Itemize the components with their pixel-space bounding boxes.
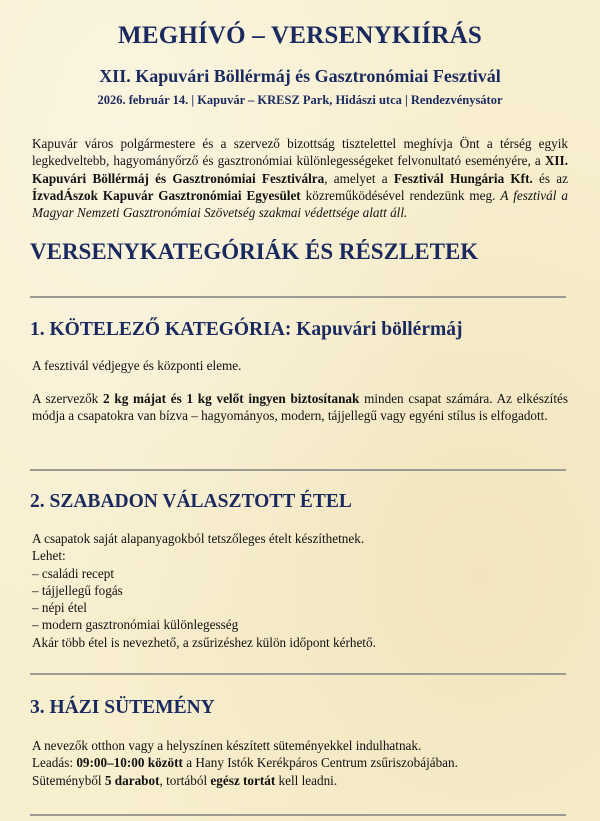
intro-paragraph: Kapuvár város polgármestere és a szervező bizottság tisztelettel meghívja Önt a térség egyik legkedveltebb, hagyományőrző és gasztronómiai különlegességeket felvonultató eseményére, a XII. Kapuvári Böllérmáj és Gasztronómiai Fesztiválra, amelyet a Fesztivál Hungária Kft. és az ÍzvadÁszok Kapuvár Gasztronómiai Egyesület közreműködésével rendezünk meg. A fesztivál a Magyar Nemzeti Gasztronómiai Szövetség szakmai védettsége alatt áll. [32,136,569,221]
category-2-list-item: – tájjellegű fogás [32,582,123,598]
category-2-line: A csapatok saját alapanyagokból tetszőleges ételt készíthetnek. [32,531,365,546]
category-1-heading: 1. KÖTELEZŐ KATEGÓRIA: Kapuvári böllérmáj [30,319,463,340]
page-title: MEGHÍVÓ – VERSENYKIÍRÁS [118,22,482,49]
category-2-heading: 2. SZABADON VÁLASZTOTT ÉTEL [30,491,352,512]
divider [30,469,566,471]
category-2-description [32,530,568,651]
category-2-line: Lehet: [32,548,66,564]
category-2-list-item: – népi étel [32,600,87,616]
category-2-line: Akár több étel is nevezhető, a zsűrizéshez külön időpont kérhető. [32,634,376,650]
divider [30,296,566,298]
category-3-heading: 3. HÁZI SÜTEMÉNY [30,697,215,718]
divider [30,814,566,816]
divider [30,673,566,675]
event-meta: 2026. február 14. | Kapuvár – KRESZ Park, Hidászi utca | Rendezvénysátor [97,93,503,107]
category-1-intro: A fesztivál védjegye és központi eleme. [32,358,242,373]
category-2-list-item: – családi recept [32,565,115,581]
section-heading: VERSENYKATEGÓRIÁK ÉS RÉSZLETEK [30,239,479,264]
festival-subtitle: XII. Kapuvári Böllérmáj és Gasztronómiai Fesztivál [99,66,501,86]
category-1-description: A szervezők 2 kg májat és 1 kg velőt ingyen biztosítanak minden csapat számára. Az elkészítés módja a csapatokra van bízva – hagyományos, modern, tájjellegű vagy egyéni stílus is elfogadott. [32,391,568,424]
category-3-description: A nevezők otthon vagy a helyszínen készített süteményekkel indulhatnak. Leadás: 09:00–10:00 között a Hany Istók Kerékpáros Centrum zsűriszobájában. Süteményből 5 darabot, tortából egész tortát kell leadni. [32,738,458,788]
category-2-list-item: – modern gasztronómiai különlegesség [32,617,239,633]
